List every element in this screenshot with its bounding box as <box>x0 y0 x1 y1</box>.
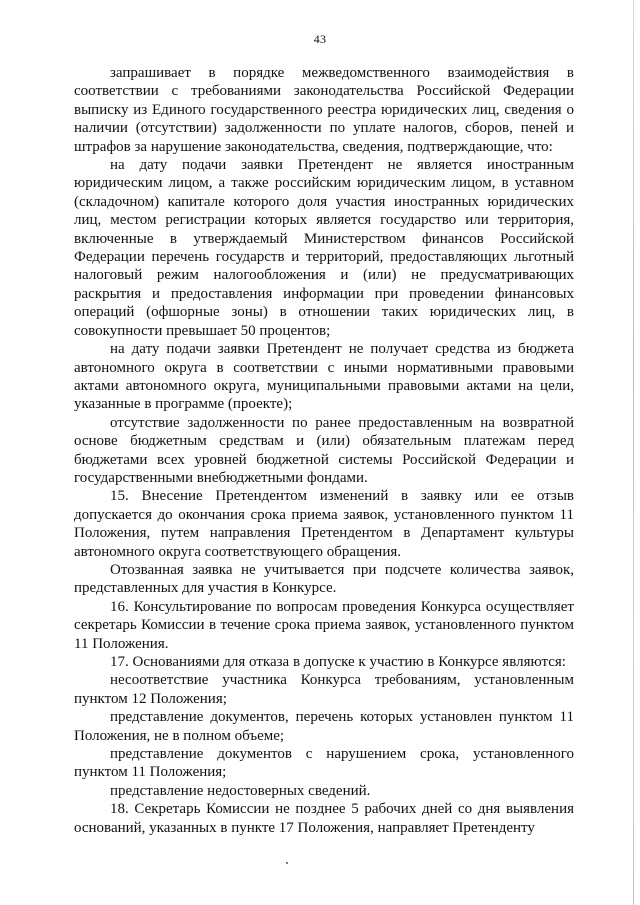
paragraph: Отозванная заявка не учитывается при подсчете количества заявок, представленных для участия в Конкурсе. <box>74 561 574 597</box>
paragraph: на дату подачи заявки Претендент не является иностранным юридическим лицом, а также российским юридическим лицом, в уставном (складочном) капитале которого доля участия иностранных юридических лиц, местом регистрации которых является государство или территория, включенные в утверждаемый Министерством финансов Российской Федерации перечень государств и территорий, предоставляющих льготный налоговый режим налогообложения и (или) не предусматривающих раскрытия и предоставления информации при проведении финансовых операций (офшорные зоны) в отношении таких юридических лиц, в совокупности превышает 50 процентов; <box>74 157 574 339</box>
body-text <box>74 64 574 837</box>
paragraph: 17. Основаниями для отказа в допуске к участию в Конкурсе являются: <box>110 654 566 670</box>
paragraph: 15. Внесение Претендентом изменений в заявку или ее отзыв допускается до окончания срока приема заявок, установленного пунктом 11 Положения, путем направления Претендентом в Департамент культуры автономного округа соответствующего обращения. <box>74 488 574 560</box>
scan-edge <box>633 0 634 905</box>
paragraph: представление недостоверных сведений. <box>110 782 371 799</box>
paragraph: представление документов с нарушением срока, установленного пунктом 11 Положения; <box>74 746 574 781</box>
paragraph: несоответствие участника Конкурса требованиям, установленным пунктом 12 Положения; <box>74 672 574 707</box>
paragraph: запрашивает в порядке межведомственного взаимодействия в соответствии с требованиями законодательства Российской Федерации выписку из Единого государственного реестра юридических лиц, сведения о наличии (отсутствии) задолженности по уплате налогов, сборов, пеней и штрафов за нарушение законодательства, сведения, подтверждающие, что: <box>74 65 574 155</box>
paragraph: 18. Секретарь Комиссии не позднее 5 рабочих дней со дня выявления оснований, указанных в пункте 17 Положения, направляет Претенденту <box>74 801 574 836</box>
paragraph: на дату подачи заявки Претендент не получает средства из бюджета автономного округа в соответствии с иными нормативными правовыми актами автономного округа, муниципальными правовыми актами на цели, указанные в программе (проекте); <box>74 341 574 413</box>
paragraph: 16. Консультирование по вопросам проведения Конкурса осуществляет секретарь Комиссии в течение срока приема заявок, установленного пунктом 11 Положения. <box>74 598 574 652</box>
paragraph: представление документов, перечень которых установлен пунктом 11 Положения, не в полном объеме; <box>74 709 574 744</box>
paragraph: отсутствие задолженности по ранее предоставленным на возвратной основе бюджетным средствам и (или) обязательным платежам перед бюджетами всех уровней бюджетной системы Российской Федерации и государственными внебюджетными фондами. <box>74 414 574 486</box>
scan-speck <box>286 862 288 864</box>
page-number: 43 <box>313 32 327 46</box>
